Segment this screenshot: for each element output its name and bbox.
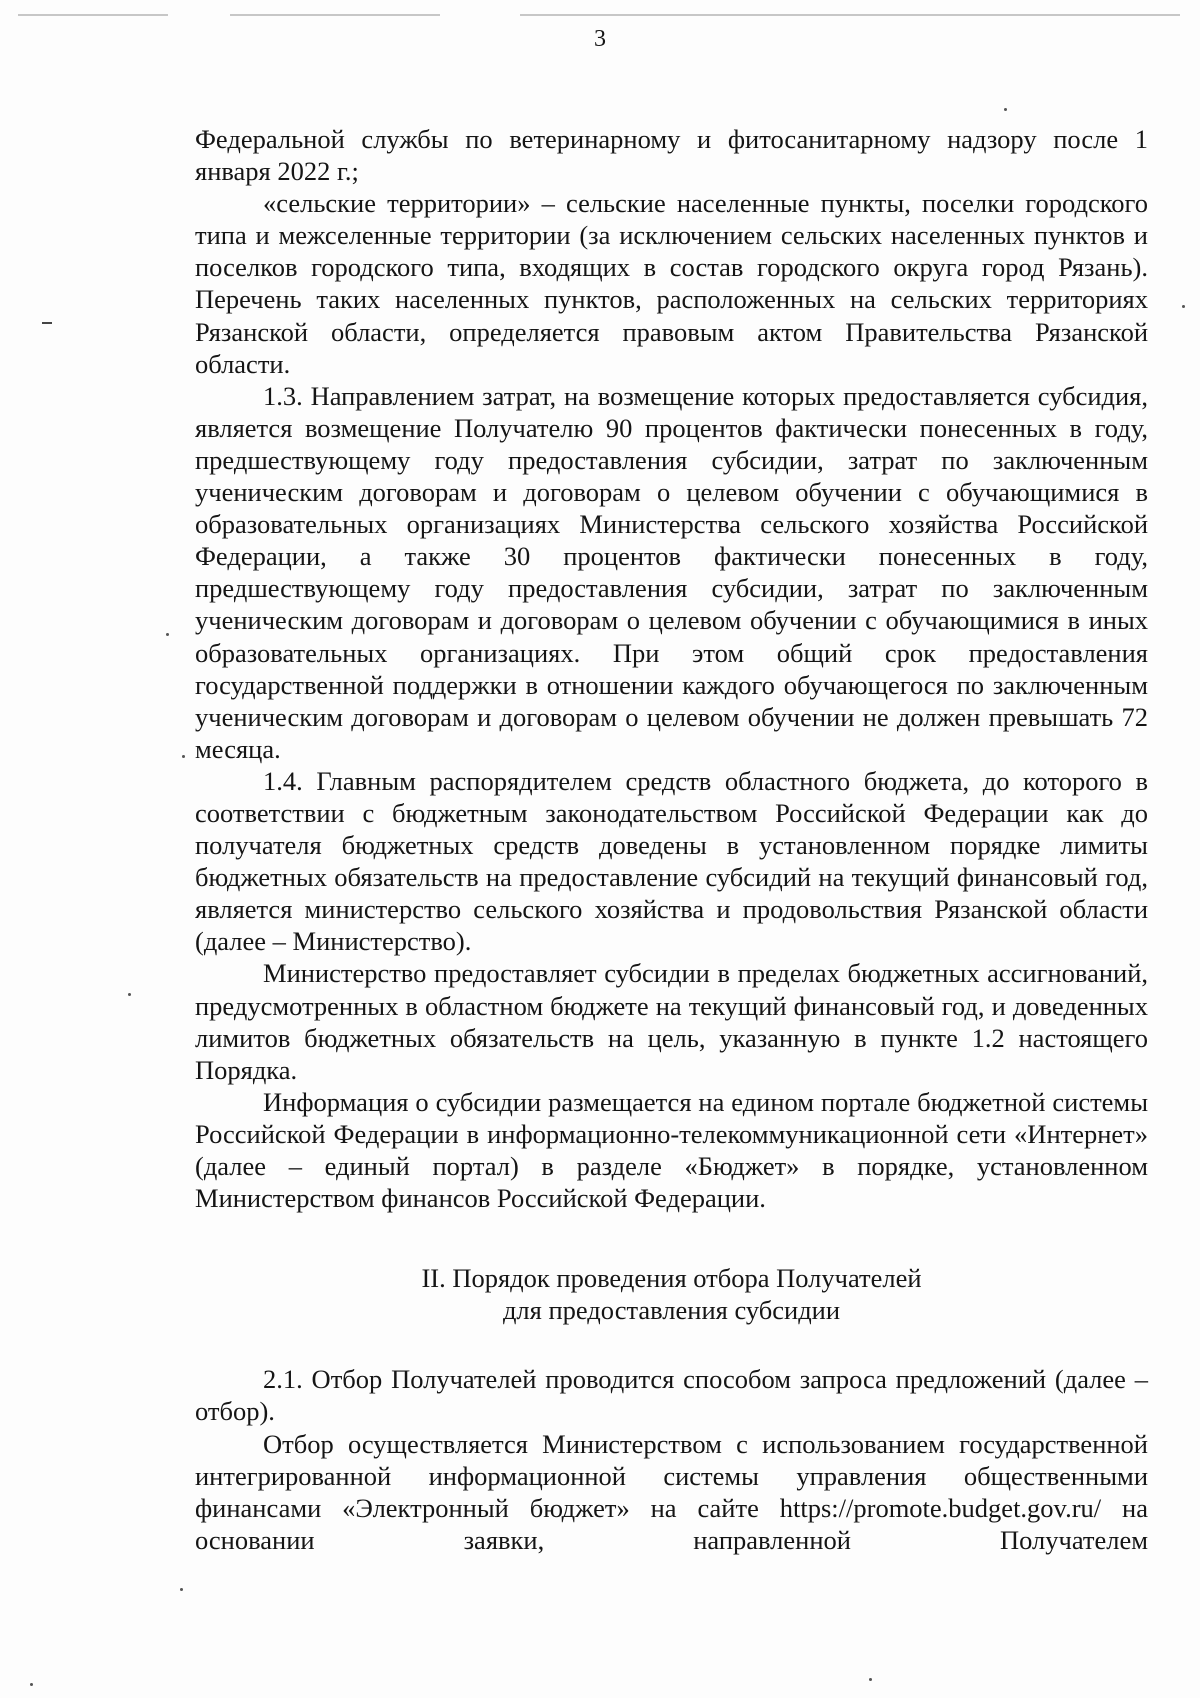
scan-speck: [869, 1678, 872, 1681]
paragraph: Министерство предоставляет субсидии в пределах бюджетных ассигнований, предусмотренных в областном бюджете на текущий финансовый год, и доведенных лимитов бюджетных обязательств на цель, указанную в пункте 1.2 настоящего Порядка.: [195, 958, 1148, 1085]
scan-speck: [30, 1683, 33, 1686]
scan-speck: [1182, 305, 1185, 308]
section-heading-line-1: II. Порядок проведения отбора Получателей: [421, 1263, 922, 1293]
scan-speck: [166, 633, 169, 636]
scan-edge-artifact: [18, 14, 168, 16]
paragraph: Отбор осуществляется Министерством с использованием государственной интегрированной информационной системы управления общественными финансами «Электронный бюджет» на сайте https://promote.budget.gov.ru/ на основании заявки, направленной Получателем: [195, 1428, 1148, 1556]
scan-speck: [1004, 108, 1007, 111]
scan-speck: [182, 755, 185, 758]
body-text-section-2: [195, 1363, 1148, 1557]
paragraph: 1.4. Главным распорядителем средств областного бюджета, до которого в соответствии с бюджетным законодательством Российской Федерации как до получателя бюджетных средств доведены в установленном порядке лимиты бюджетных обязательств на предоставление субсидий на текущий финансовый год, является министерство сельского хозяйства и продовольствия Рязанской области (далее – Министерство).: [195, 765, 1148, 957]
scan-speck: [180, 1588, 183, 1591]
scan-edge-artifact: [520, 14, 1180, 16]
scan-margin-mark: [42, 322, 52, 324]
scan-speck: [128, 993, 131, 996]
paragraph: Федеральной службы по ветеринарному и фитосанитарному надзору после 1 января 2022 г.;: [195, 124, 1148, 187]
paragraph: «сельские территории» – сельские населенные пункты, поселки городского типа и межселенные территории (за исключением сельских населенных пунктов и поселков городского типа, входящих в состав городского округа город Рязань). Перечень таких населенных пунктов, расположенных на сельских территориях Рязанской области, определяется правовым актом Правительства Рязанской области.: [195, 188, 1148, 379]
paragraph: 2.1. Отбор Получателей проводится способом запроса предложений (далее – отбор).: [195, 1364, 1148, 1427]
paragraph: 1.3. Направлением затрат, на возмещение которых предоставляется субсидия, является возмещение Получателю 90 процентов фактически понесенных в году, предшествующему году предоставления субсидии, затрат по заключенным ученическим договорам и договорам о целевом обучении с обучающимися в образовательных организациях Министерства сельского хозяйства Российской Федерации, а также 30 процентов фактически понесенных в году, предшествующему году предоставления субсидии, затрат по заключенным ученическим договорам и договорам о целевом обучении с обучающимися в иных образовательных организациях. При этом общий срок предоставления государственной поддержки в отношении каждого обучающегося по заключенным ученическим договорам и договорам о целевом обучении не должен превышать 72 месяца.: [195, 380, 1148, 764]
section-heading: [195, 1262, 1148, 1326]
paragraph: Информация о субсидии размещается на едином портале бюджетной системы Российской Федерации в информационно-телекоммуникационной сети «Интернет» (далее – единый портал) в разделе «Бюджет» в порядке, установленном Министерством финансов Российской Федерации.: [195, 1086, 1148, 1214]
body-text-section-1: [195, 123, 1148, 1214]
page-number: 3: [594, 26, 606, 52]
section-heading-line-2: для предоставления субсидии: [502, 1295, 841, 1325]
scan-edge-artifact: [230, 14, 440, 16]
